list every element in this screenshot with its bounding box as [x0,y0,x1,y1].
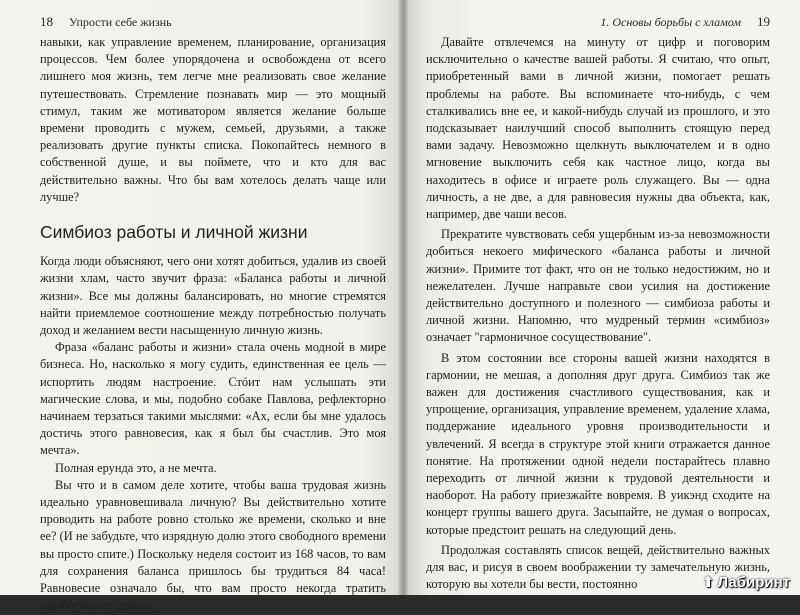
paragraph: Вы что и в самом деле хотите, чтобы ваша трудовая жизнь идеально уравновешивала личную? Вы действительно хотите проводить на работе ровно столько же времени, сколько и вне ее? (И не забудьте, что изрядную долю этого свободного времени вы просто спите.) Поскольку неделя состоит из 168 часов, то вам для сохранения баланса пришлось бы трудиться 84 часа! Равновесие означало бы, что вам просто некогда тратить заработанные деньги. [40,477,386,613]
paragraph: Когда люди объясняют, чего они хотят добиться, удалив из своей жизни хлам, часто звучит фраза: «Баланса работы и личной жизни». Все мы должны балансировать, но многие стремятся найти приемлемое соотношение между потребностью получать доход и желанием вести насыщенную личную жизнь. [40,254,386,338]
paragraph: Продолжая составлять список вещей, действительно важных для вас, и рисуя в своем воображении ту замечательную жизнь, которую вы хотели бы вести, постоянно [426,542,770,592]
right-running-head [426,14,770,34]
watermark-text: Лабиринт [717,573,790,591]
section-heading: Симбиоз работы и личной жизни [40,222,308,243]
left-page-text [40,34,386,615]
left-running-head [40,14,386,34]
right-page-number: 19 [757,14,770,29]
labirint-logo-icon: ⬆ [701,574,715,591]
book-gutter [398,0,408,595]
paragraph: Полная ерунда это, а не мечта. [55,460,217,475]
paragraph: В этом состоянии все стороны вашей жизни находятся в гармонии, не мешая, а дополняя друг друга. Симбиоз так же важен для достижения счастливого существования, как и упрощение, организация, управление временем, удаление хлама, поддержание идеального уровня производительности и увлечений. Я всегда в структуре этой книги отражается данное понятие. На протяжении одной недели постарайтесь плавно переходить от личной жизни к трудовой деятельности и наоборот. На работу приезжайте вовремя. В уикэнд сходите на концерт группы вашего друга. Засыпайте, не думая о вопросах, которые предстоит решать на следующий день. [426,350,770,537]
right-page-text [426,34,770,594]
right-page [404,0,800,595]
paragraph: навыки, как управление временем, планирование, организация процессов. Чем более упорядочена и освобождена от всего лишнего моя жизнь, тем легче мне реализовать свое желание путешествовать. Стремление познавать мир — это мощный стимул, таким же мотиватором является желание больше времени проводить с мужем, семьей, друзьями, а также реализовать другие пункты списка. Покопайтесь немного в собственной душе, и вы поймете, что и кто для вас действительно важны. Что бы вам хотелось делать чаще или лучше? [40,35,386,204]
right-running-title: 1. Основы борьбы с хламом [600,15,741,29]
left-running-title: Упрости себе жизнь [69,15,172,29]
paragraph: Фраза «баланс работы и жизни» стала очень модной в мире бизнеса. Но, насколько я могу судить, единственная ее цель — испортить людям настроение. Стóит нам услышать эти магические слова, и мы, подобно собаке Павлова, рефлекторно начинаем терзаться такими мыслями: «Ах, если бы мне удалось достичь этого равновесия, как я был бы счастлив. Это моя мечта». [40,340,386,458]
paragraph: Прекратите чувствовать себя ущербным из-за невозможности добиться некоего мифического «баланса работы и личной жизни». Примите тот факт, что он не только недостижим, но и нежелателен. Лучше направьте свои усилия на достижение действительно доступного и полезного — симбиоза работы и личной жизни. Напомню, что мудреный термин «симбиоз» означает "гармоничное сосуществование". [426,227,770,345]
left-page-number: 18 [40,14,53,29]
labirint-watermark [702,573,790,591]
paragraph: Давайте отвлечемся на минуту от цифр и поговорим исключительно о качестве вашей работы. Я считаю, что опыт, приобретенный вами в личной жизни, помогает решать проблемы на работе. Вы вспоминаете что-нибудь, с чем сталкивались вне ее, и какой-нибудь случай из прошлого, и это подсказывает наилучший способ выполнить стоящую перед вами задачу. Невозможно щелкнуть выключателем и в одно мгновение выключить себя как частное лицо, когда вы находитесь в офисе и играете роль служащего. Вы — одна личность, а не две, а для равновесия нужны два объекта, как, например, две чаши весов. [426,35,770,222]
